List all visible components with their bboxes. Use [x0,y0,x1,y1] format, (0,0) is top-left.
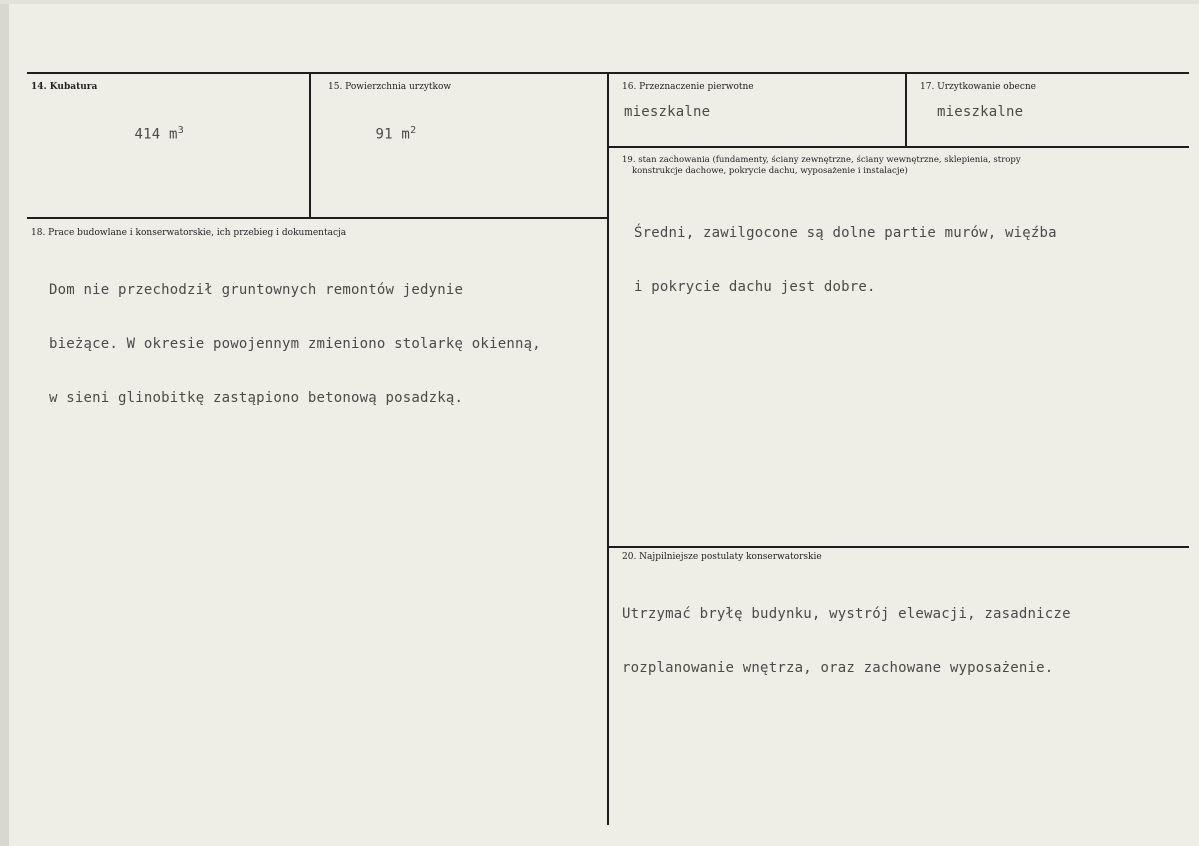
field-18-line: Dom nie przechodził gruntownych remontów jedynie [49,282,464,298]
field-20-line: rozplanowanie wnętrza, oraz zachowane wyposażenie. [622,660,1054,676]
field-14-number: 414 [134,126,161,143]
field-20-line: Utrzymać bryłę budynku, wystrój elewacji, zasadnicze [622,606,1071,622]
field-14-value [100,104,184,162]
field-18-line: w sieni glinobitkę zastąpiono betonową posadzką. [49,390,464,406]
rule-above-18 [27,217,608,219]
divider-16-17 [905,73,907,146]
field-17-value: mieszkalne [937,104,1024,120]
scan-top-edge [0,0,1199,4]
field-18-line: bieżące. W okresie powojennym zmieniono stolarkę okienną, [49,336,541,352]
field-20-label: 20. Najpilniejsze postulaty konserwatorskie [622,552,822,562]
field-18-label: 18. Prace budowlane i konserwatorskie, ich przebieg i dokumentacja [31,228,347,238]
field-15-value [341,104,416,162]
field-15-unit: m [401,126,411,143]
field-20-text [622,569,1071,713]
field-14-unit: m [169,126,178,143]
field-14-label: 14. Kubatura [31,82,98,92]
field-19-line: Średni, zawilgocone są dolne partie murów, więźba [634,225,1057,241]
field-19-text [634,188,1057,332]
field-15-number: 91 [375,126,393,143]
field-19-label-line-2: konstrukcje dachowe, pokrycie dachu, wyposażenie i instalacje) [632,166,908,176]
field-15-label: 15. Powierzchnia urzytkow [328,82,452,92]
divider-main [607,73,609,825]
field-14-unit-exponent: 3 [177,125,184,136]
scan-left-edge [0,0,9,846]
field-16-value: mieszkalne [624,104,711,120]
field-19-label-line-1: 19. stan zachowania (fundamenty, ściany zewnętrzne, ściany wewnętrzne, sklepienia, stropy [622,155,1021,165]
field-18-text [49,245,541,443]
field-16-label: 16. Przeznaczenie pierwotne [622,82,754,92]
field-15-unit-exponent: 2 [410,125,417,136]
rule-above-19 [608,146,1189,148]
divider-14-15 [309,73,311,218]
rule-above-20 [608,546,1189,548]
field-17-label: 17. Urzytkowanie obecne [920,82,1036,92]
field-19-line: i pokrycie dachu jest dobre. [634,279,876,295]
